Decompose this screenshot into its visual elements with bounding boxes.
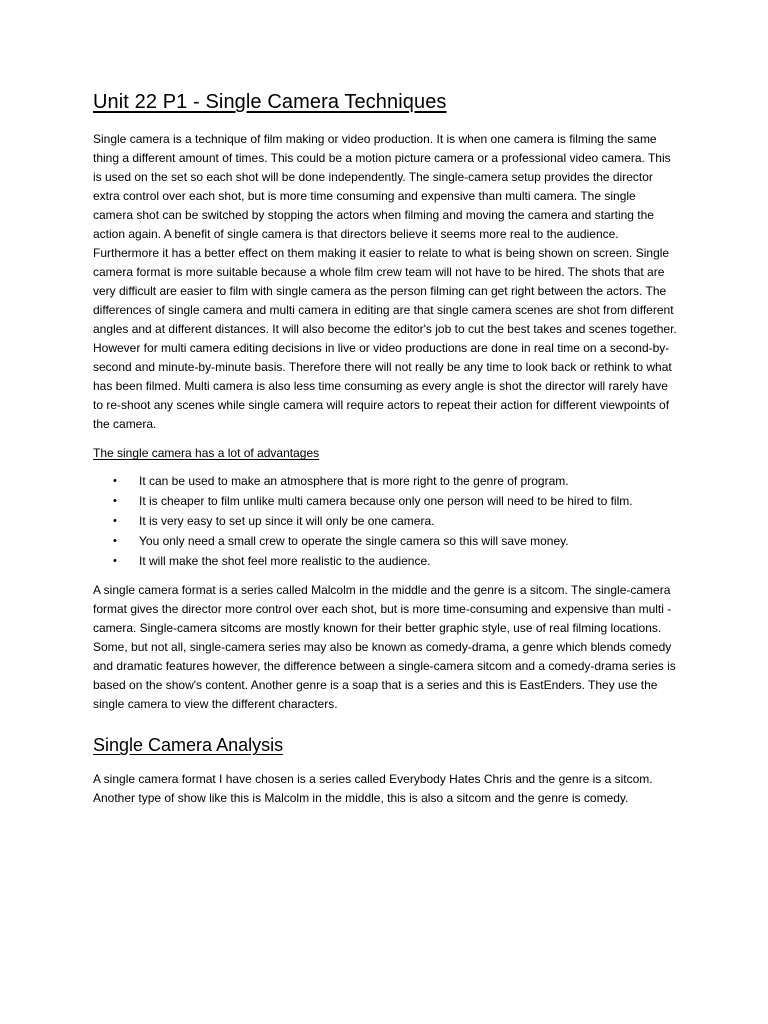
document-title: Unit 22 P1 - Single Camera Techniques xyxy=(93,91,447,113)
advantage-text: It is very easy to set up since it will only be one camera. xyxy=(139,514,435,528)
list-item xyxy=(93,512,677,531)
bullet-icon: • xyxy=(113,535,117,547)
advantage-text: You only need a small crew to operate the single camera so this will save money. xyxy=(139,534,569,548)
list-item xyxy=(93,532,677,551)
intro-paragraph: Single camera is a technique of film making or video production. It is when one camera is filming the same thing a different amount of times. This could be a motion picture camera or a professional video camera. This is used on the set so each shot will be done independently. The single-camera setup provides the director extra control over each shot, but is more time consuming and expensive than multi camera. The single camera shot can be switched by stopping the actors when filming and moving the camera and starting the action again. A benefit of single camera is that directors believe it seems more real to the audience. Furthermore it has a better effect on them making it easier to relate to what is being shown on screen. Single camera format is more suitable because a whole film crew team will not have to be hired. The shots that are very difficult are easier to film with single camera as the person filming can get right between the actors. The differences of single camera and multi camera in editing are that single camera scenes are shot from different angles and at different distances. It will also become the editor's job to cut the best takes and scenes together. However for multi camera editing decisions in live or video productions are done in real time on a second-by-second and minute-by-minute basis. Therefore there will not really be any time to look back or rethink to what has been filmed. Multi camera is also less time consuming as every angle is shot the director will rarely have to re-shoot any scenes while single camera will require actors to repeat their action for different viewpoints of the camera. xyxy=(93,132,677,431)
bullet-icon: • xyxy=(113,555,117,567)
analysis-paragraph: A single camera format I have chosen is a series called Everybody Hates Chris and the genre is a sitcom. Another type of show like this is Malcolm in the middle, this is also a sitcom and the genre is comedy. xyxy=(93,772,653,805)
list-item xyxy=(93,552,677,571)
advantages-list xyxy=(93,472,677,571)
advantage-text: It will make the shot feel more realistic to the audience. xyxy=(139,554,431,568)
list-item xyxy=(93,472,677,491)
section-spacer xyxy=(93,724,677,732)
advantage-text: It can be used to make an atmosphere that is more right to the genre of program. xyxy=(139,474,569,488)
list-item xyxy=(93,492,677,511)
bullet-icon: • xyxy=(113,475,117,487)
advantages-heading: The single camera has a lot of advantages xyxy=(93,446,320,460)
bullet-icon: • xyxy=(113,515,117,527)
format-paragraph: A single camera format is a series called Malcolm in the middle and the genre is a sitcom. The single-camera format gives the director more control over each shot, but is more time-consuming and expensive than multi -camera. Single-camera sitcoms are mostly known for their better graphic style, use of real filming locations. Some, but not all, single-camera series may also be known as comedy-drama, a genre which blends comedy and dramatic features however, the difference between a single-camera sitcom and a comedy-drama series is based on the show's content. Another genre is a soap that is a series and this is EastEnders. They use the single camera to view the different characters. xyxy=(93,583,676,711)
bullet-icon: • xyxy=(113,495,117,507)
document-page xyxy=(93,88,677,818)
advantage-text: It is cheaper to film unlike multi camera because only one person will need to be hired to film. xyxy=(139,494,633,508)
analysis-heading: Single Camera Analysis xyxy=(93,735,284,755)
